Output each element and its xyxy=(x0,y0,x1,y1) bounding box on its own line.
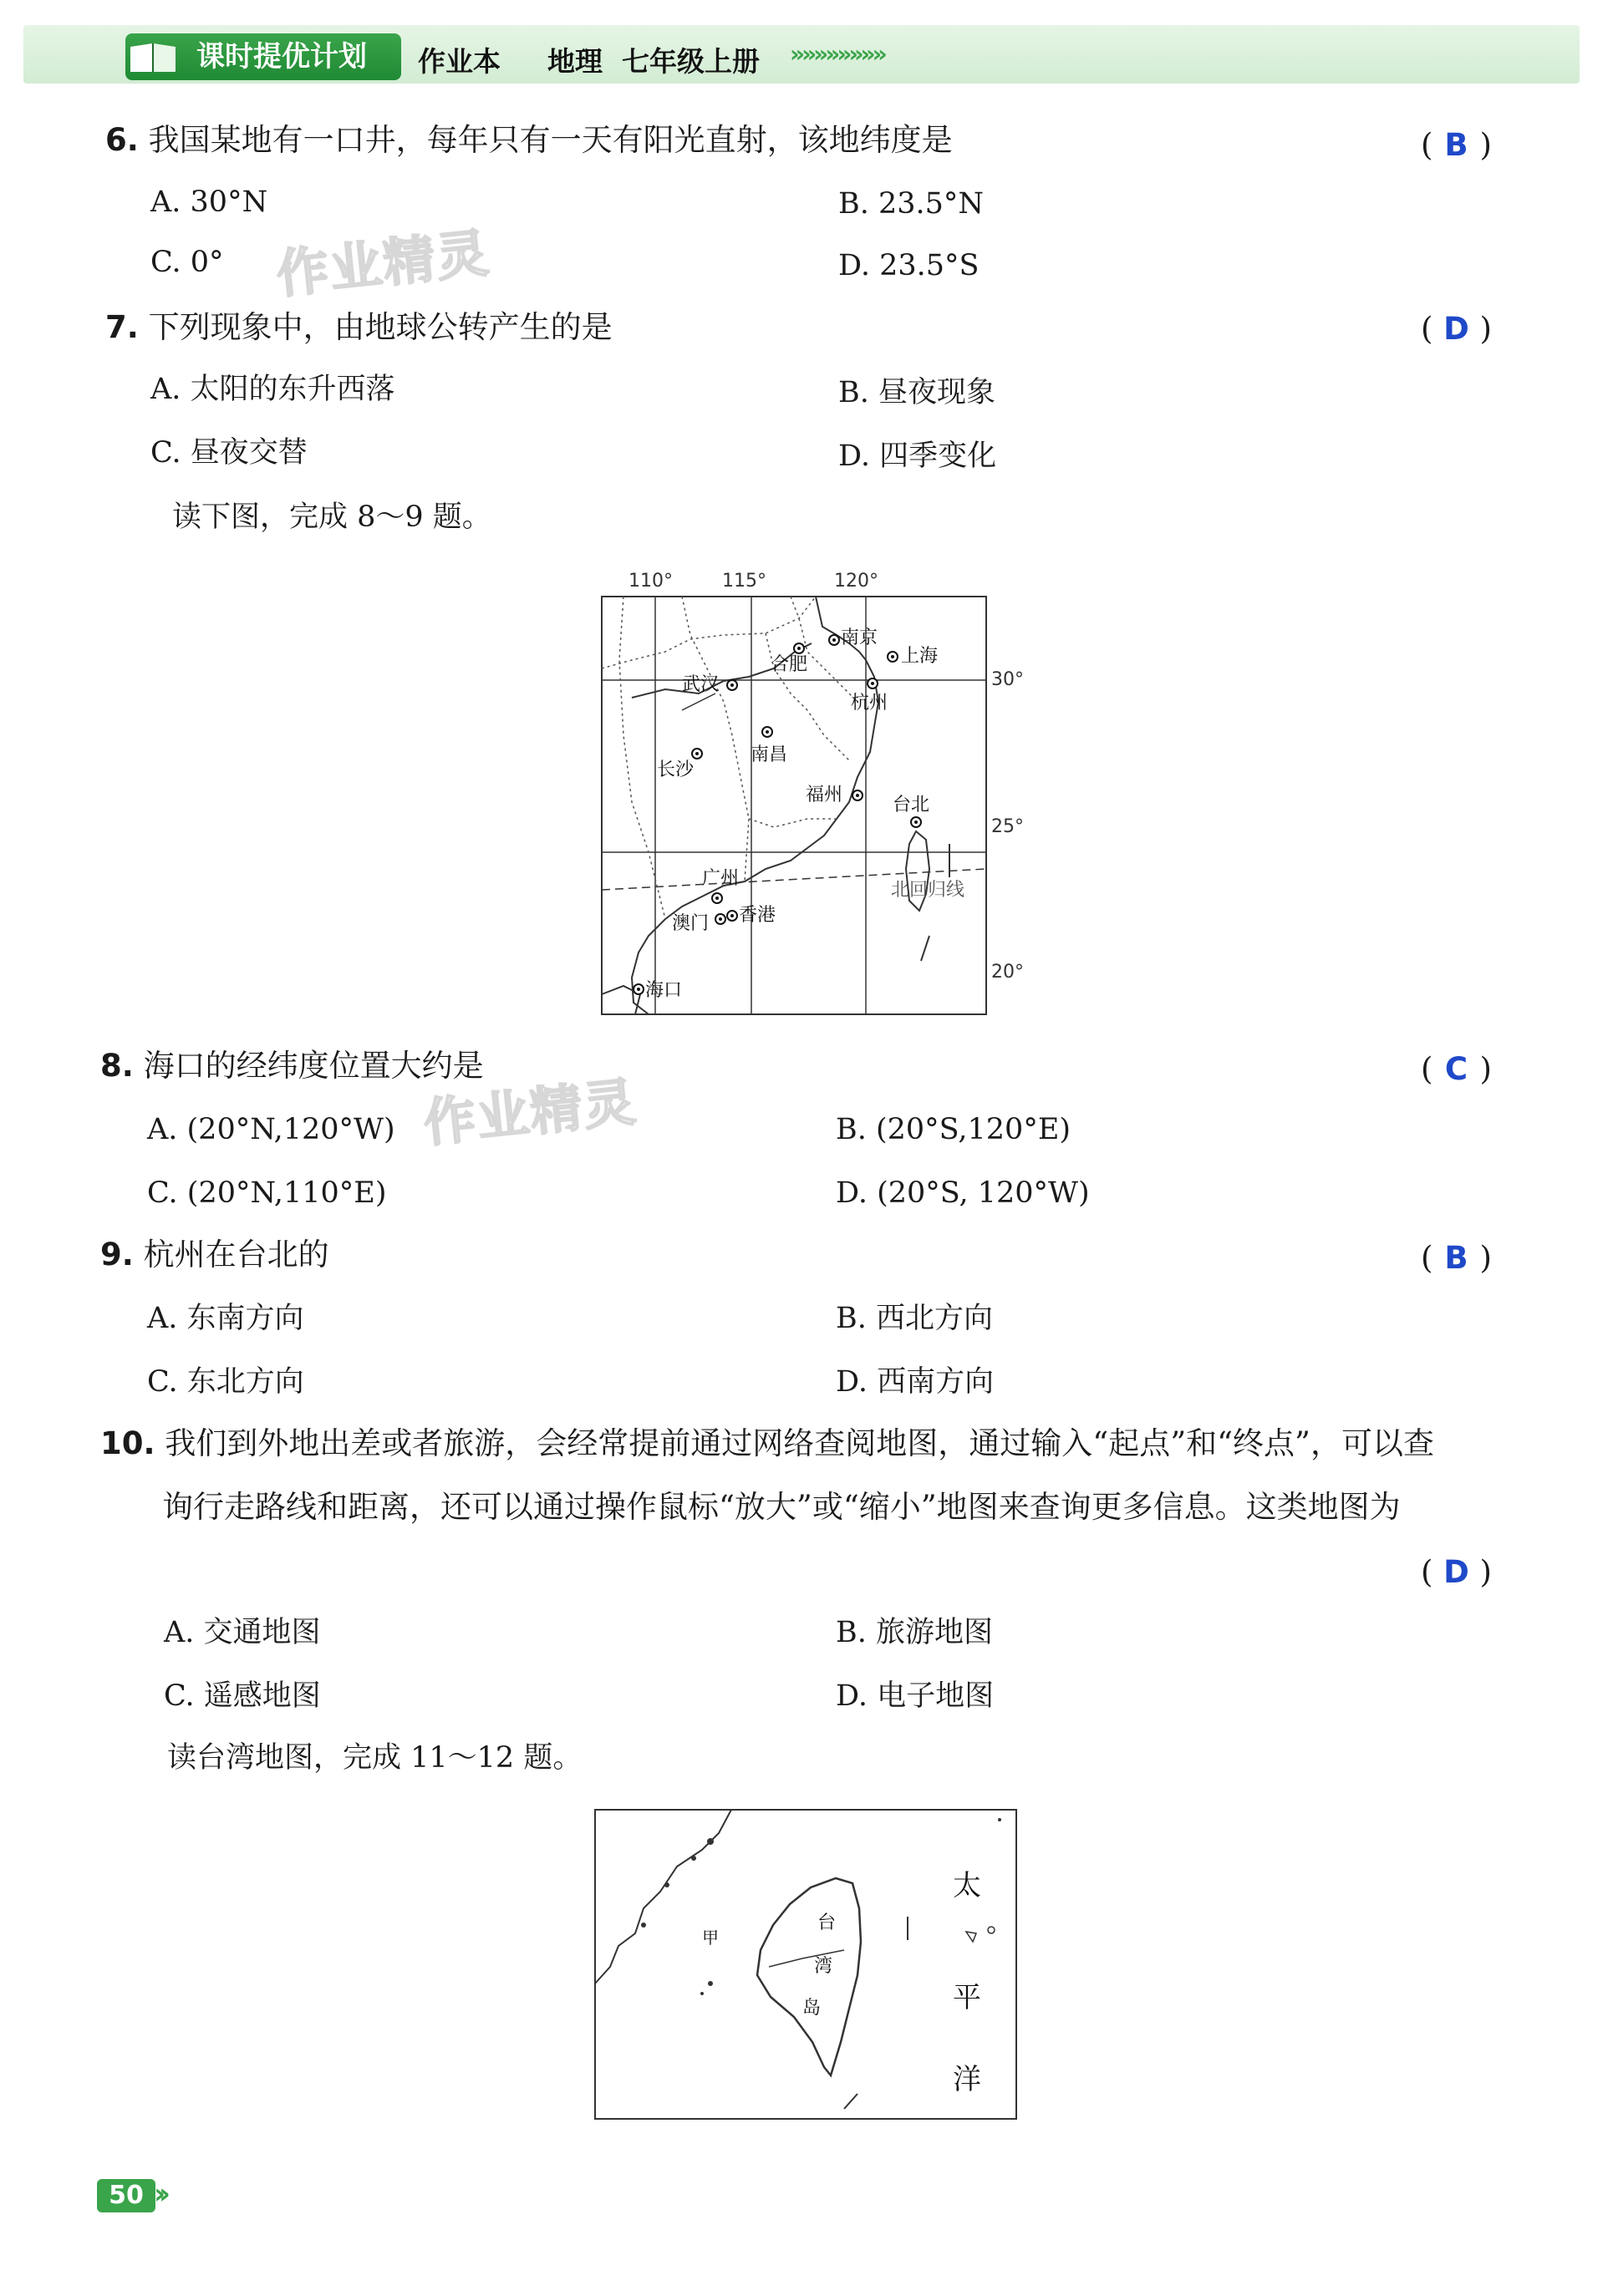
longitude-label: 120° xyxy=(834,571,878,592)
latitude-label: 25° xyxy=(991,816,1024,837)
svg-text:武汉: 武汉 xyxy=(682,674,720,695)
svg-text:上海: 上海 xyxy=(901,646,939,667)
option-9c: C. 东北方向 xyxy=(147,1365,304,1399)
watermark: 作业精灵 xyxy=(420,1070,640,1155)
option-8c: C. (20°N,110°E) xyxy=(147,1176,387,1210)
question-stem: 我国某地有一口井，每年只有一天有阳光直射，该地纬度是 xyxy=(148,122,953,158)
page-number: 50 xyxy=(97,2179,155,2212)
svg-text:长沙: 长沙 xyxy=(657,759,695,780)
question-10 xyxy=(100,1425,1434,1462)
option-10c: C. 遥感地图 xyxy=(164,1679,321,1713)
header-chevrons: »»»»»»»» xyxy=(790,40,884,68)
page-chevron-icon: ›› xyxy=(154,2177,165,2211)
southeast-china-map xyxy=(598,568,1024,1019)
option-7a: A. 太阳的东升西落 xyxy=(150,373,395,406)
map2-intro: 读台湾地图，完成 11～12 题。 xyxy=(167,1741,583,1775)
svg-text:南昌: 南昌 xyxy=(751,744,788,765)
option-8a: A. (20°N,120°W) xyxy=(147,1113,395,1146)
map1-intro: 读下图，完成 8～9 题。 xyxy=(172,500,491,534)
svg-text:南京: 南京 xyxy=(841,627,878,648)
question-number: 10. xyxy=(100,1425,155,1461)
answer-letter: D xyxy=(1443,311,1469,347)
option-7d: D. 四季变化 xyxy=(838,439,997,473)
question-7 xyxy=(105,309,613,346)
question-9 xyxy=(100,1237,329,1273)
option-9a: A. 东南方向 xyxy=(147,1302,304,1335)
svg-text:合肥: 合肥 xyxy=(771,654,808,675)
label-tai: 台 xyxy=(817,1912,837,1933)
brand-title: 课时提优计划 xyxy=(196,40,367,74)
option-10b: B. 旅游地图 xyxy=(836,1616,993,1649)
answer-6: ( B ) xyxy=(1421,127,1492,163)
question-stem: 海口的经纬度位置大约是 xyxy=(143,1048,484,1084)
option-7b: B. 昼夜现象 xyxy=(838,376,995,409)
svg-text:杭州: 杭州 xyxy=(851,693,888,714)
option-9b: B. 西北方向 xyxy=(836,1302,993,1335)
answer-letter: B xyxy=(1444,127,1468,163)
answer-10: ( D ) xyxy=(1421,1554,1492,1590)
label-yang: 洋 xyxy=(953,2063,981,2096)
svg-text:香港: 香港 xyxy=(739,905,776,926)
answer-letter: C xyxy=(1444,1051,1468,1087)
taiwan-map xyxy=(593,1808,1020,2122)
option-9d: D. 西南方向 xyxy=(836,1365,995,1399)
option-6c: C. 0° xyxy=(150,246,224,279)
question-8 xyxy=(100,1048,484,1085)
watermark: 作业精灵 xyxy=(273,221,493,306)
subject-grade-label: 地理 七年级上册 xyxy=(547,45,760,78)
book-type-label: 作业本 xyxy=(418,45,501,78)
option-10d: D. 电子地图 xyxy=(836,1679,995,1713)
question-6 xyxy=(105,122,953,159)
longitude-label: 110° xyxy=(628,571,673,592)
label-wan: 湾 xyxy=(814,1956,833,1977)
label-dao: 岛 xyxy=(802,1998,822,2019)
answer-letter: D xyxy=(1443,1554,1469,1590)
latitude-label: 30° xyxy=(991,669,1024,690)
tropic-label: 北回归线 xyxy=(891,880,965,901)
svg-text:台北: 台北 xyxy=(893,795,930,815)
option-7c: C. 昼夜交替 xyxy=(150,436,308,470)
question-stem: 下列现象中，由地球公转产生的是 xyxy=(148,309,613,345)
question-stem-line1: 我们到外地出差或者旅游，会经常提前通过网络查阅地图，通过输入“起点”和“终点”，可以查 xyxy=(165,1425,1434,1461)
answer-letter: B xyxy=(1444,1240,1468,1276)
label-jia: 甲 xyxy=(702,1928,719,1948)
book-icon xyxy=(127,38,179,75)
latitude-label: 20° xyxy=(991,962,1024,983)
question-number: 9. xyxy=(100,1237,134,1272)
question-10-line2: 询行走路线和距离，还可以通过操作鼠标“放大”或“缩小”地图来查询更多信息。这类地图为 xyxy=(162,1489,1401,1525)
label-tai-ocean: 太 xyxy=(953,1869,981,1902)
answer-9: ( B ) xyxy=(1421,1240,1492,1276)
option-6a: A. 30°N xyxy=(150,185,268,219)
option-6d: D. 23.5°S xyxy=(838,249,980,282)
option-8b: B. (20°S,120°E) xyxy=(836,1113,1071,1146)
label-ping: 平 xyxy=(953,1981,981,2014)
option-8d: D. (20°S, 120°W) xyxy=(836,1176,1090,1210)
answer-8: ( C ) xyxy=(1421,1051,1492,1087)
question-number: 8. xyxy=(100,1048,134,1084)
svg-text:福州: 福州 xyxy=(806,785,843,805)
option-6b: B. 23.5°N xyxy=(838,187,985,221)
svg-text:广州: 广州 xyxy=(702,868,740,889)
question-number: 7. xyxy=(105,309,139,345)
svg-text:澳门: 澳门 xyxy=(672,913,710,934)
svg-text:海口: 海口 xyxy=(645,980,683,1001)
option-10a: A. 交通地图 xyxy=(164,1616,321,1649)
answer-7: ( D ) xyxy=(1421,311,1492,347)
question-stem: 杭州在台北的 xyxy=(143,1237,329,1272)
question-number: 6. xyxy=(105,122,139,158)
longitude-label: 115° xyxy=(722,571,766,592)
